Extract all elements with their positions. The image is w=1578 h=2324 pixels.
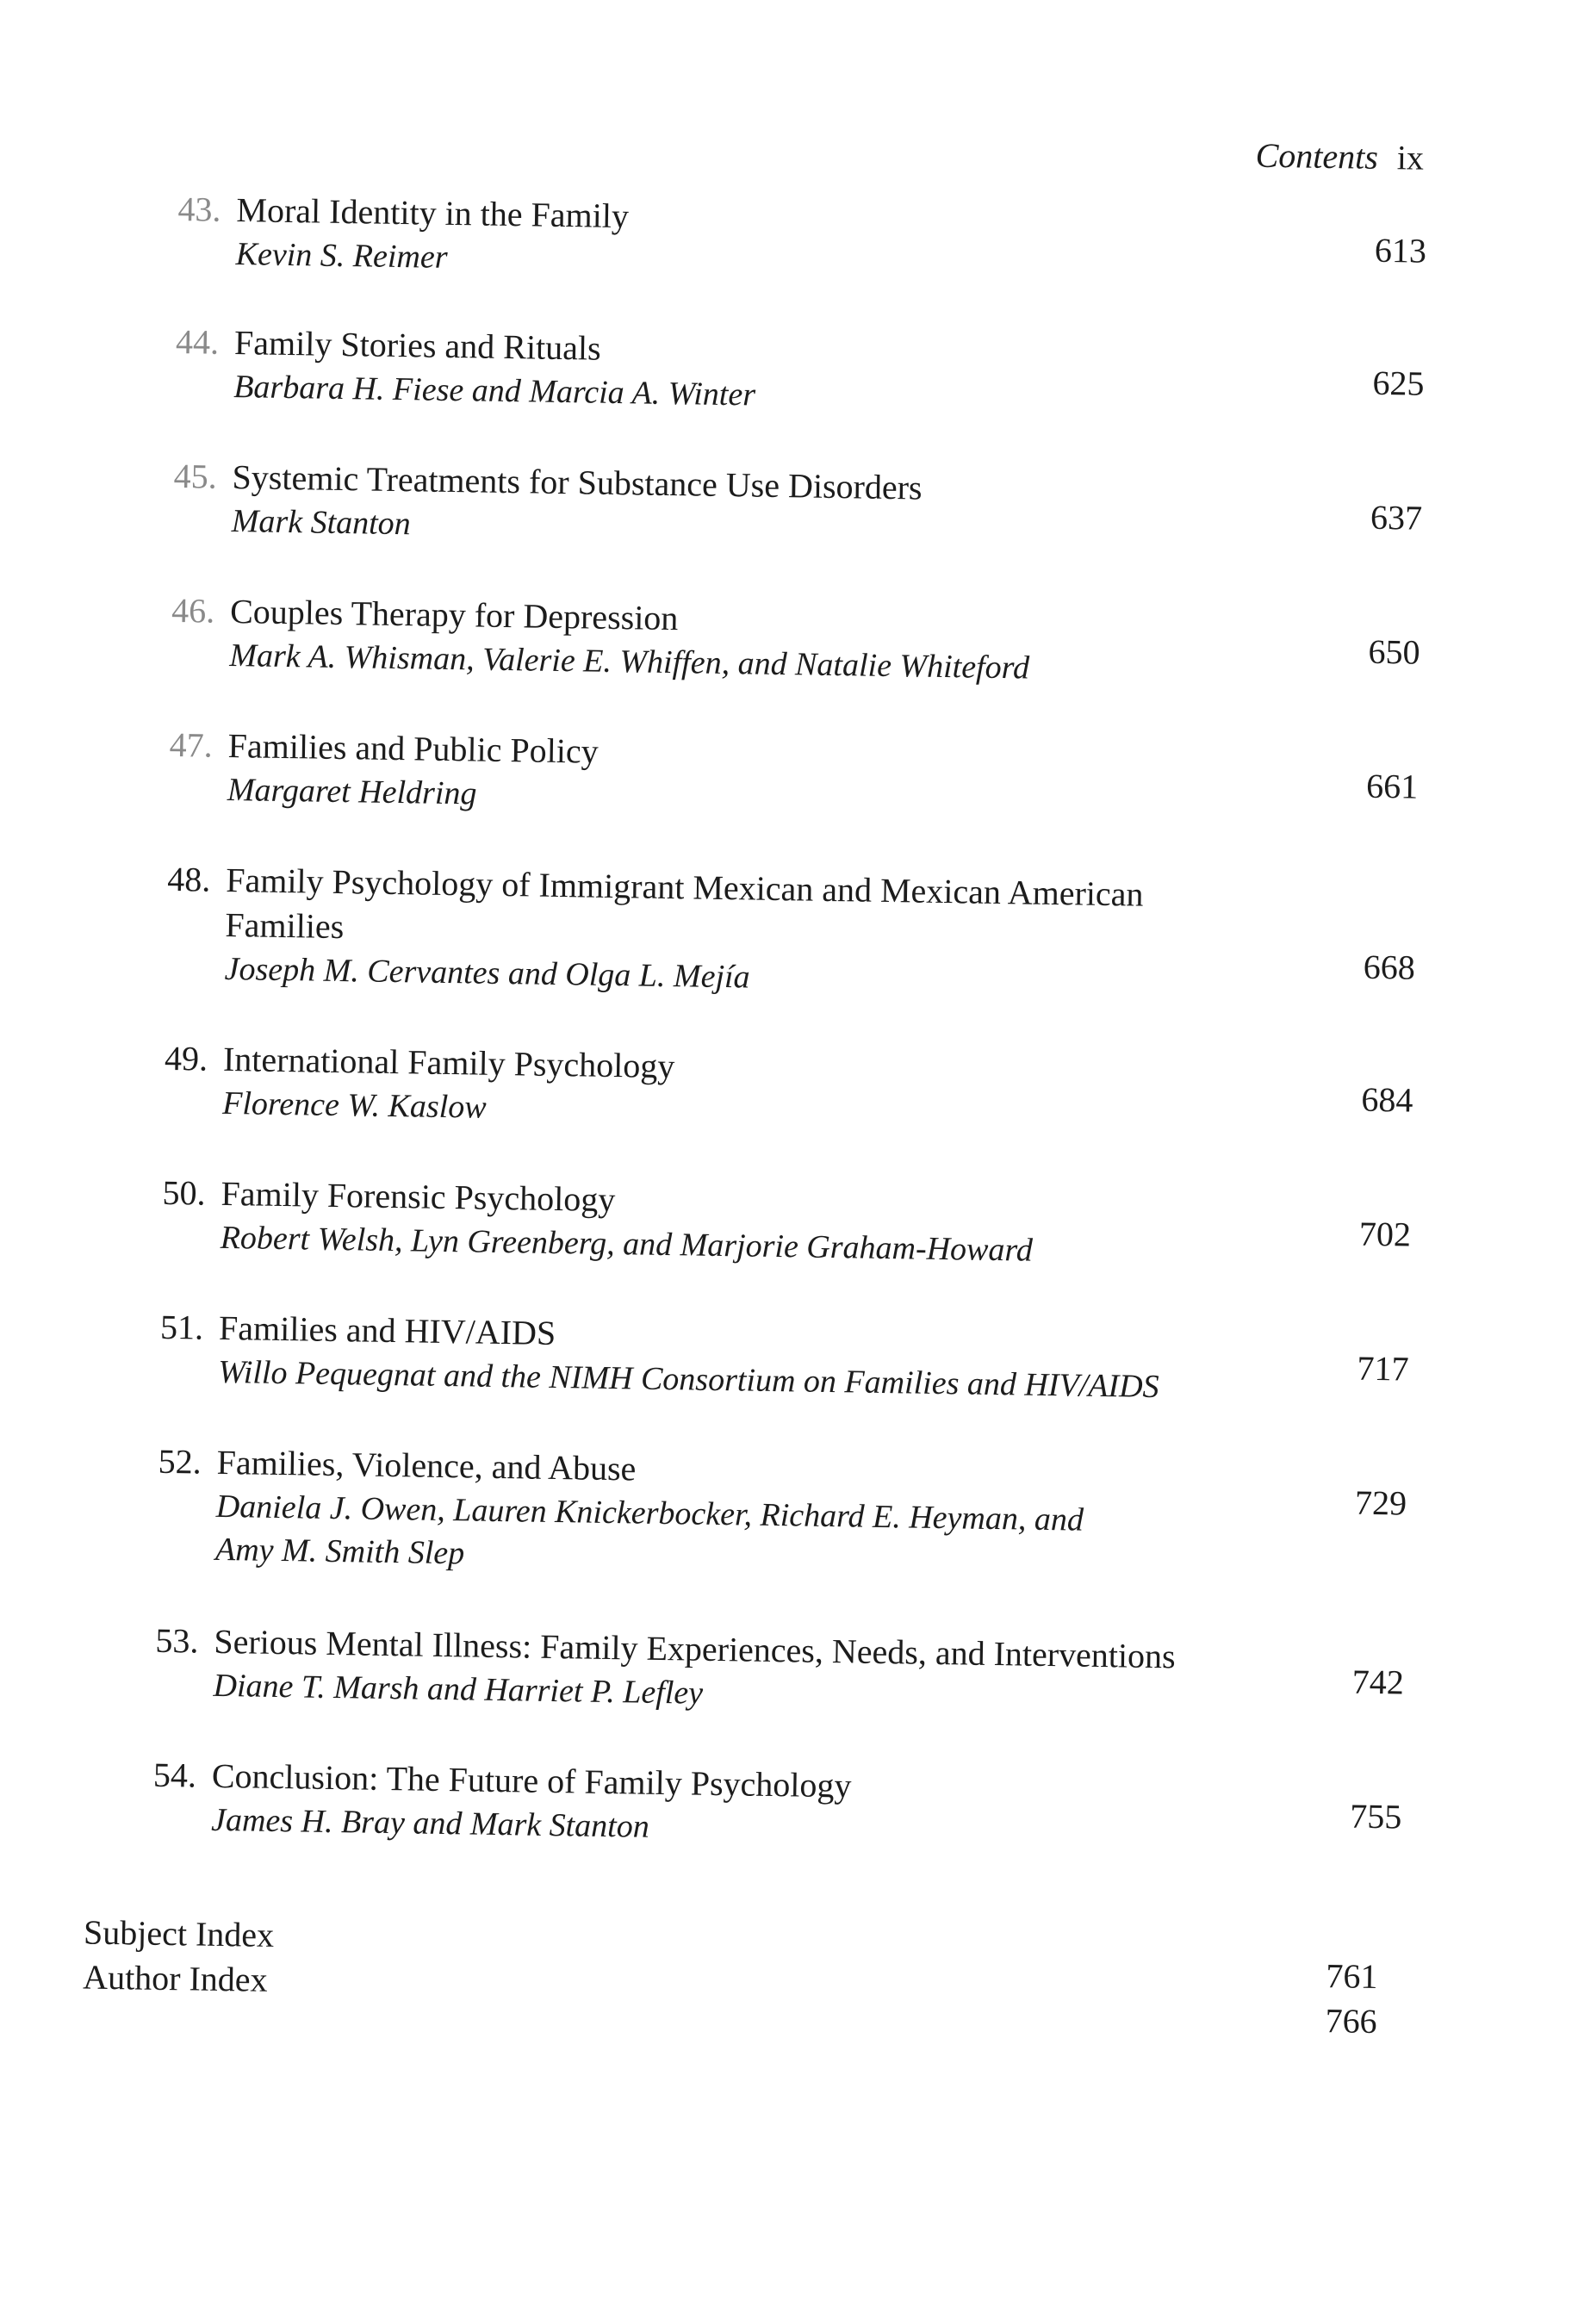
chapter-body xyxy=(220,1171,1297,1277)
chapter-body xyxy=(224,858,1173,1005)
chapter-authors: Florence W. Kaslow xyxy=(221,1084,487,1126)
running-head-page-number: ix xyxy=(1396,138,1425,177)
chapter-number: 46. xyxy=(171,590,215,631)
chapter-page: 650 xyxy=(1368,631,1420,672)
chapter-title: International Family Psychology xyxy=(222,1039,675,1086)
chapter-title: Families and HIV/AIDS xyxy=(218,1308,556,1353)
chapter-body xyxy=(233,320,1311,426)
index-labels xyxy=(83,1911,275,2003)
toc-entry xyxy=(104,1618,1431,1712)
toc-entry xyxy=(122,453,1449,543)
chapter-body xyxy=(227,724,1305,829)
chapter-page: 661 xyxy=(1365,766,1419,806)
chapter-number: 54. xyxy=(152,1755,197,1795)
author-index-page: 766 xyxy=(1325,2001,1378,2041)
chapter-number: 50. xyxy=(162,1172,206,1213)
toc-entry xyxy=(102,1752,1428,1845)
toc-entry xyxy=(121,587,1447,687)
author-index-label: Author Index xyxy=(82,1957,269,1999)
chapter-title: Families and Public Policy xyxy=(227,725,600,771)
chapter-number: 53. xyxy=(155,1620,199,1661)
chapter-page: 717 xyxy=(1357,1348,1409,1389)
chapter-page: 613 xyxy=(1374,230,1427,270)
chapter-number: 43. xyxy=(177,189,221,229)
toc-entry xyxy=(116,856,1443,996)
chapter-authors: Joseph M. Cervantes and Olga L. Mejía xyxy=(224,950,750,996)
chapter-title: Couples Therapy for Depression xyxy=(229,591,679,638)
chapter-authors: Mark Stanton xyxy=(231,503,412,543)
chapter-authors: Kevin S. Reimer xyxy=(235,236,448,276)
chapter-title: Family Stories and Rituals xyxy=(233,323,601,368)
toc-entry xyxy=(113,1035,1439,1126)
chapter-title: Systemic Treatments for Substance Use Disorders xyxy=(232,457,923,507)
subject-index-label: Subject Index xyxy=(83,1912,275,1954)
toc-entry xyxy=(109,1304,1436,1406)
running-head-title: Contents xyxy=(1255,135,1379,177)
chapter-number: 48. xyxy=(166,859,211,899)
chapter-body xyxy=(235,188,1313,293)
chapter-title: Moral Identity in the Family xyxy=(236,190,630,236)
chapter-number: 45. xyxy=(173,456,218,496)
chapter-number: 49. xyxy=(164,1038,208,1078)
toc-entry xyxy=(111,1170,1438,1269)
chapter-authors: Robert Welsh, Lyn Greenberg, and Marjorie Graham-Howard xyxy=(220,1219,1034,1269)
chapter-authors: Mark A. Whisman, Valerie E. Whiffen, and Natalie Whiteford xyxy=(229,637,1030,687)
chapter-page: 755 xyxy=(1350,1796,1402,1836)
chapter-title: Family Psychology of Immigrant Mexican and Mexican American Families xyxy=(225,860,1144,947)
toc-entry xyxy=(125,319,1451,413)
chapter-body xyxy=(231,455,1308,560)
chapter-body xyxy=(213,1619,1290,1724)
chapter-title: Conclusion: The Future of Family Psychology xyxy=(211,1755,852,1805)
chapter-authors: Diane T. Marsh and Harriet P. Lefley xyxy=(213,1667,704,1712)
chapter-authors: Willo Pequegnat and the NIMH Consortium on Families and HIV/AIDS xyxy=(217,1353,1159,1406)
toc-entry xyxy=(107,1439,1433,1572)
chapter-body xyxy=(222,1037,1300,1142)
chapter-body xyxy=(229,589,1307,694)
chapter-number: 51. xyxy=(159,1307,204,1347)
chapter-page: 684 xyxy=(1361,1079,1413,1120)
toc-entry xyxy=(127,186,1453,276)
chapter-page: 625 xyxy=(1372,363,1425,403)
chapter-page: 637 xyxy=(1370,497,1423,538)
chapter-page: 668 xyxy=(1363,947,1416,987)
chapter-number: 44. xyxy=(175,321,220,362)
chapter-title: Serious Mental Illness: Family Experiences, Needs, and Interventions xyxy=(214,1621,1177,1676)
chapter-title: Families, Violence, and Abuse xyxy=(216,1442,637,1488)
chapter-body xyxy=(211,1754,1289,1859)
chapter-title: Family Forensic Psychology xyxy=(221,1173,616,1220)
chapter-number: 47. xyxy=(169,724,214,765)
chapter-page: 702 xyxy=(1358,1214,1412,1254)
chapter-body xyxy=(218,1306,1295,1411)
chapter-page: 742 xyxy=(1351,1662,1405,1702)
chapter-number: 52. xyxy=(158,1441,202,1482)
chapter-page: 729 xyxy=(1354,1482,1407,1523)
index-page-numbers xyxy=(1325,1954,1378,2044)
subject-index-page: 761 xyxy=(1326,1956,1378,1997)
toc-entry xyxy=(118,722,1444,812)
chapter-authors: Margaret Heldring xyxy=(227,771,477,812)
chapter-authors: James H. Bray and Mark Stanton xyxy=(210,1801,650,1845)
chapter-authors: Barbara H. Fiese and Marcia A. Winter xyxy=(233,369,756,413)
chapter-authors: Daniela J. Owen, Lauren Knickerbocker, Richard E. Heyman, and Amy M. Smith Slep xyxy=(214,1488,1084,1572)
chapter-body xyxy=(215,1440,1121,1585)
